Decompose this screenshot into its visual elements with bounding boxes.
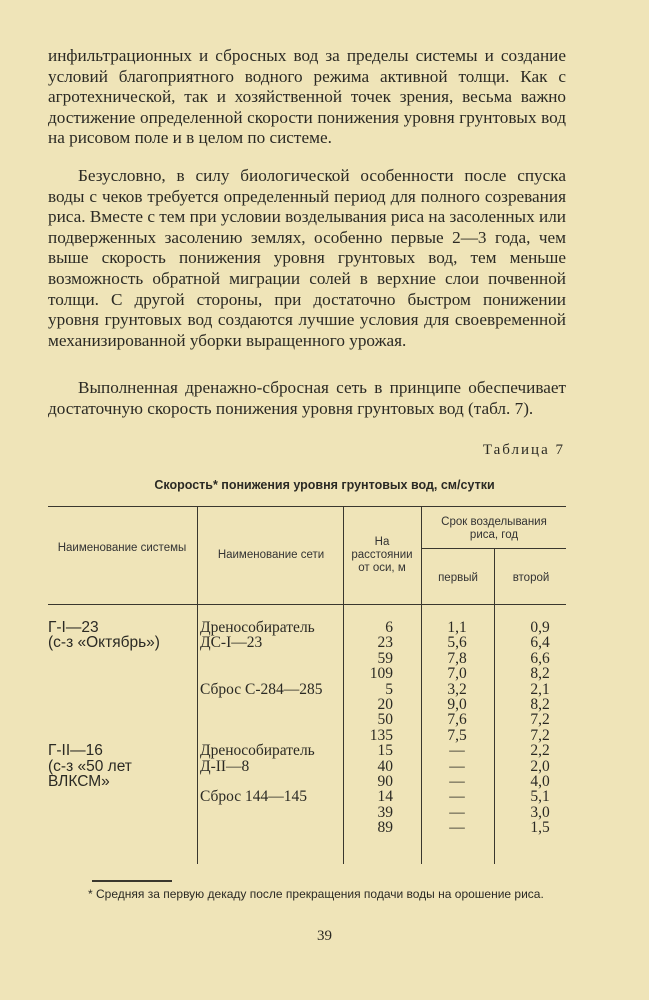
row-system-cell: ВЛКСМ» xyxy=(48,773,110,790)
row-network-cell: Сброс 144—145 xyxy=(200,788,308,806)
table-title: Скорость* понижения уровня грунтовых вод, см/сутки xyxy=(154,478,495,492)
page-number: 39 xyxy=(317,928,332,944)
column-divider xyxy=(197,506,198,864)
row-distance-cell: 109 xyxy=(369,665,393,683)
row-system-cell: Г-I—23 xyxy=(48,619,99,636)
row-network-cell: ДС-I—23 xyxy=(200,634,263,652)
row-distance-cell: 15 xyxy=(377,742,393,760)
header-first-year: первый xyxy=(438,572,478,584)
row-second-year-cell: 5,1 xyxy=(530,788,550,806)
paragraph-3: Выполненная дренажно-сбросная сеть в принципе обеспечивает достаточную скорость понижения уровня грунтовых вод (табл. 7). xyxy=(48,378,566,418)
row-second-year-cell: 3,0 xyxy=(530,803,550,821)
row-distance-cell: 6 xyxy=(385,619,393,636)
header-bottom-rule xyxy=(48,604,566,605)
row-second-year-cell: 6,4 xyxy=(530,634,550,652)
paragraph-2: Безусловно, в силу биологической особенности после спуска воды с чеков требуется определенный период для полного созревания риса. Вместе с тем при условии возделывания риса на засоленных или подверженных засолению землях, особенно первые 2—3 года, чем выше скорость понижения уровня грунтовых вод, тем меньше возможность обратной миграции солей в верхние слои почвенной толщи. С другой стороны, при достаточно быстром понижении уровня грунтовых вод создаются лучшие условия для своевременной механизированной уборки выращенного урожая. xyxy=(48,166,566,350)
row-second-year-cell: 7,2 xyxy=(530,711,550,729)
row-distance-cell: 14 xyxy=(377,788,393,806)
row-system-cell: (с-з «50 лет xyxy=(48,757,132,775)
row-distance-cell: 89 xyxy=(377,819,393,837)
row-second-year-cell: 0,9 xyxy=(530,619,550,636)
row-second-year-cell: 1,5 xyxy=(530,819,550,837)
row-first-year-cell: 9,0 xyxy=(447,696,467,713)
column-divider xyxy=(494,548,495,864)
row-first-year-cell: 3,2 xyxy=(447,680,467,698)
row-first-year-cell: — xyxy=(449,788,465,806)
row-distance-cell: 135 xyxy=(369,726,393,744)
row-second-year-cell: 8,2 xyxy=(530,696,550,713)
row-first-year-cell: — xyxy=(449,757,465,775)
row-first-year-cell: — xyxy=(449,819,465,837)
row-distance-cell: 50 xyxy=(377,711,393,729)
row-network-cell: Дреноcобиратель xyxy=(200,742,315,760)
table-top-rule xyxy=(48,506,566,507)
row-network-cell: Сброс С-284—285 xyxy=(200,680,323,698)
row-distance-cell: 90 xyxy=(377,773,393,790)
header-system: Наименование системы xyxy=(57,542,187,554)
row-system-cell: Г-II—16 xyxy=(48,742,103,760)
header-distance: На расстоянии от оси, м xyxy=(351,536,413,574)
row-first-year-cell: — xyxy=(449,742,465,760)
row-first-year-cell: 7,0 xyxy=(447,665,467,683)
row-system-cell: (с-з «Октябрь») xyxy=(48,634,160,652)
row-second-year-cell: 4,0 xyxy=(530,773,550,790)
row-distance-cell: 39 xyxy=(377,803,393,821)
row-first-year-cell: — xyxy=(449,803,465,821)
column-divider xyxy=(421,506,422,864)
row-distance-cell: 59 xyxy=(377,649,393,667)
footnote-rule xyxy=(92,880,172,882)
row-second-year-cell: 2,2 xyxy=(530,742,550,760)
row-second-year-cell: 6,6 xyxy=(530,649,550,667)
header-network: Наименование сети xyxy=(217,549,325,561)
header-period: Срок возделывания риса, год xyxy=(441,516,547,541)
row-first-year-cell: 5,6 xyxy=(447,634,467,652)
row-distance-cell: 23 xyxy=(377,634,393,652)
row-second-year-cell: 2,1 xyxy=(530,680,550,698)
row-second-year-cell: 2,0 xyxy=(530,757,550,775)
column-divider xyxy=(343,506,344,864)
row-network-cell: Дреноcобиратель xyxy=(200,619,315,636)
row-first-year-cell: 1,1 xyxy=(447,619,467,636)
row-first-year-cell: 7,6 xyxy=(447,711,467,729)
row-first-year-cell: 7,8 xyxy=(447,649,467,667)
row-first-year-cell: — xyxy=(449,773,465,790)
row-distance-cell: 20 xyxy=(377,696,393,713)
row-network-cell: Д-II—8 xyxy=(200,757,250,775)
row-distance-cell: 5 xyxy=(385,680,393,698)
row-distance-cell: 40 xyxy=(377,757,393,775)
table-label: Таблица 7 xyxy=(482,442,565,458)
row-second-year-cell: 8,2 xyxy=(530,665,550,683)
header-second-year: второй xyxy=(512,572,550,584)
footnote: * Средняя за первую декаду после прекращения подачи воды на орошение риса. xyxy=(88,887,544,901)
paragraph-1: инфильтрационных и сбросных вод за пределы системы и создание условий благоприятного водного режима активной толщи. Как с агротехнической, так и хозяйственной точек зрения, весьма важно достижение определенной скорости понижения уровня грунтовых вод на рисовом поле и в целом по системе. xyxy=(48,46,566,148)
row-second-year-cell: 7,2 xyxy=(530,726,550,744)
row-first-year-cell: 7,5 xyxy=(447,726,467,744)
